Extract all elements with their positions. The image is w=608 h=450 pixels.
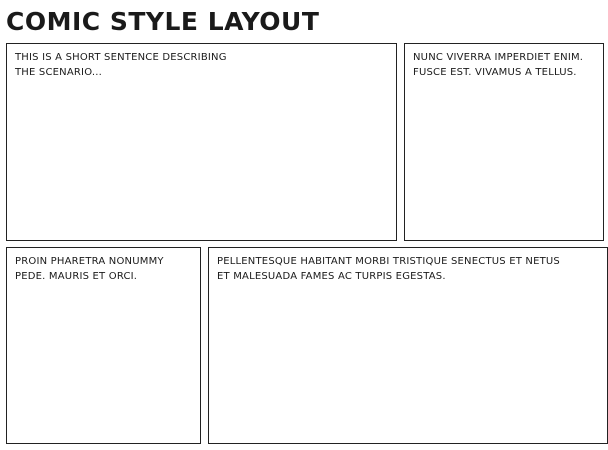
panel-caption-2: NUNC VIVERRA IMPERDIET ENIM. FUSCE EST. VIVAMUS A TELLUS. bbox=[413, 52, 584, 78]
comic-panel-2[interactable] bbox=[404, 43, 604, 241]
page-title: COMIC STYLE LAYOUT bbox=[6, 7, 320, 36]
panel-caption-4: PELLENTESQUE HABITANT MORBI TRISTIQUE SENECTUS ET NETUS ET MALESUADA FAMES AC TURPIS EGESTAS. bbox=[217, 256, 560, 282]
comic-panel-3[interactable] bbox=[6, 247, 201, 444]
panel-caption-1: THIS IS A SHORT SENTENCE DESCRIBING THE SCENARIO... bbox=[15, 52, 227, 78]
panel-caption-3: PROIN PHARETRA NONUMMY PEDE. MAURIS ET ORCI. bbox=[15, 256, 164, 282]
comic-panel-4[interactable] bbox=[208, 247, 608, 444]
comic-panel-1[interactable] bbox=[6, 43, 397, 241]
